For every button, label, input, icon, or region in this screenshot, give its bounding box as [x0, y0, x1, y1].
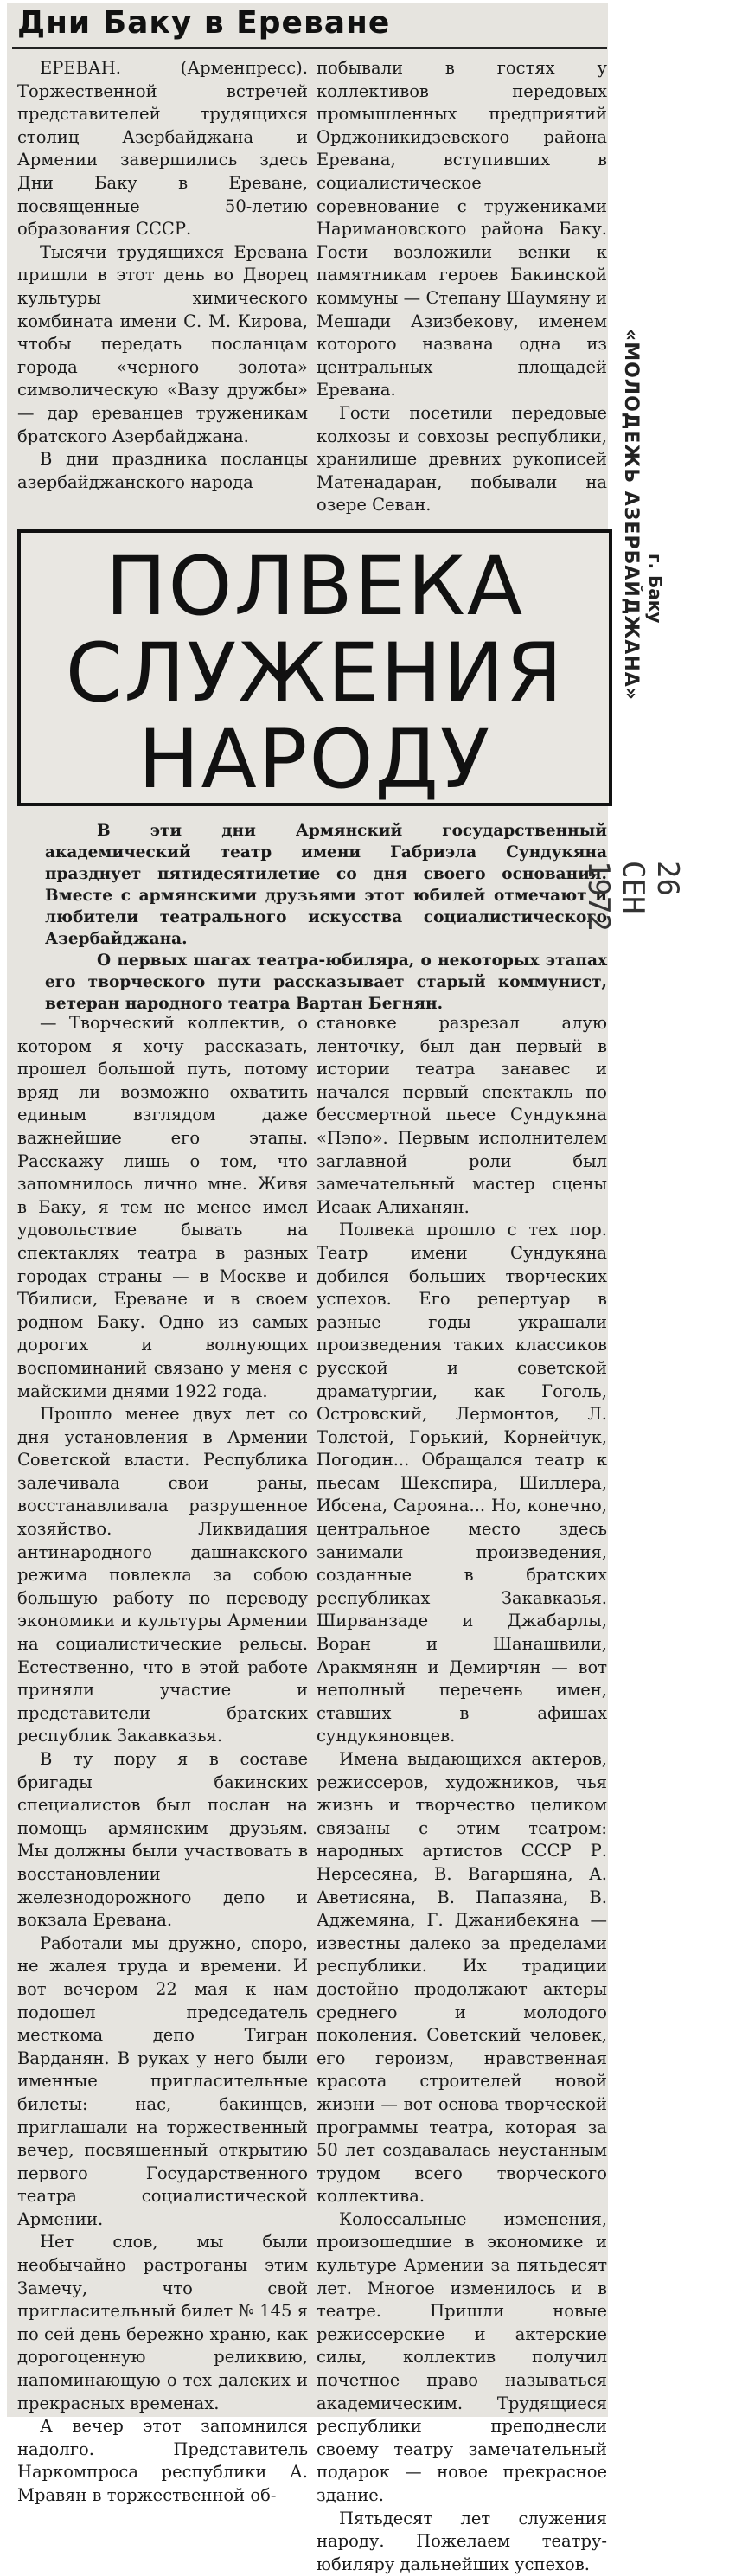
newspaper-name-note: «МОЛОДЕЖЬ АЗЕРБАЙДЖАНА» — [620, 329, 642, 701]
main-title-line: НАРОДУ — [137, 713, 492, 807]
headline-divider — [12, 47, 607, 49]
paragraph: Имена выдающихся актеров, режиссеров, художников, чья жизнь и творчество целиком связаны с этим театром: народных артистов СССР Р. Нерсесяна, В. Вагаршяна, А. Аветисяна, В. Папазяна, В. Аджемяна, Г. Джанибекяна — известны далеко за пределами республики. Их традиции достойно продолжают актеры среднего и молодого поколения. Советский человек, его героизм, нравственная красота строителей новой жизни — вот основа творческой программы театра, которая за 50 лет создавалась неустанным трудом всего творческого коллектива. — [317, 1749, 607, 2207]
main-article-right-column — [317, 1012, 607, 2576]
paragraph: А вечер этот запомнился надолго. Представитель Наркомпроса республики А. Мравян в торжественной об- — [17, 2416, 308, 2505]
paragraph: становке разрезал алую ленточку, был дан первый в истории театра занавес и начался первый спектакль по бессмертной пьесе Сундукяна «Пэпо». Первым исполнителем заглавной роли был замечательный мастер сцены Исаак Алиханян. — [317, 1013, 607, 1217]
paragraph: В ту пору я в составе бригады бакинских специалистов был послан на помощь армянским друзьям. Мы должны были участвовать в восстановлении железнодорожного депо и вокзала Еревана. — [17, 1749, 308, 1931]
paragraph: Прошло менее двух лет со дня установления в Армении Советской власти. Республика залечивала свои раны, восстанавливала разрушенное хозяйство. Ликвидация антинародного дашнакского режима повлекла за собою большую работу по переводу экономики и культуры Армении на социалистические рельсы. Естественно, что в этой работе приняли участие и представители братских республик Закавказья. — [17, 1404, 308, 1746]
paragraph: ЕРЕВАН. (Арменпресс). Торжественной встречей представителей трудящихся столиц Азербайджана и Армении завершились здесь Дни Баку в Ереване, посвященные 50-летию образования СССР. — [17, 58, 308, 240]
paragraph: Гости посетили передовые колхозы и совхозы республики, хранилище древних рукописей Матенадаран, побывали на озере Севан. — [317, 402, 607, 516]
article-intro — [45, 820, 607, 1015]
main-title-line: ПОЛВЕКА — [105, 540, 525, 634]
paragraph: Нет слов, мы были необычайно растроганы этим Замечу, что свой пригласительный билет № 145 я по сей день бережно храню, как дорогоценную реликвию, напоминающую о тех далеких и прекрасных временах. — [17, 2232, 308, 2413]
paragraph: Полвека прошло с тех пор. Театр имени Сундукяна добился больших творческих успехов. Его репертуар в разные годы украшали произведения таких классиков русской и советской драматургии, как Гоголь, Островский, Лермонтов, Л. Толстой, Горький, Корнейчук, Погодин... Обращался театр к пьесам Шекспира, Шиллера, Ибсена, Сарояна... Но, конечно, центральное место здесь занимали произведения, созданные в братских республиках Закавказья. Ширванзаде и Джабарлы, Воран и Шанашвили, Аракмянян и Демирчян — вот неполный перечень имен, ставших в афишах сундукяновцев. — [317, 1220, 607, 1746]
paragraph: Работали мы дружно, споро, не жалея труда и времени. И вот вечером 22 мая к нам подошел председатель месткома депо Тигран Варданян. В руках у него были именные пригласительные билеты: нас, бакинцев, приглашали на торжественный вечер, посвященный открытию первого Государственного театра социалистической Армении. — [17, 1932, 308, 2229]
main-title-box — [17, 529, 612, 806]
top-article-left-column — [17, 57, 308, 494]
intro-paragraph: О первых шагах театра-юбиляра, о некоторых этапах его творческого пути рассказывает старый коммунист, ветеран народного театра Вартан Бегнян. — [45, 952, 607, 1013]
headline: Дни Баку в Ереване — [17, 5, 391, 41]
main-title-line: СЛУЖЕНИЯ — [65, 626, 565, 721]
paragraph: Колоссальные изменения, произошедшие в экономике и культуре Армении за пятьдесят лет. Многое изменилось и в театре. Пришли новые режиссерские и актерские силы, коллектив получил почетное право называться академическим. Трудящиеся республики преподнесли своему театру замечательный подарок — новое прекрасное здание. — [317, 2208, 607, 2505]
paragraph: побывали в гостях у коллективов передовых промышленных предприятий Орджоникидзевского района Еревана, вступивших в социалистическое соревнование с тружениками Наримановского района Баку. Гости возложили венки к памятникам героев Бакинской коммуны — Степану Шаумяну и Мешади Азизбекову, именем которого названа одна из центральных площадей Еревана. — [317, 58, 607, 400]
intro-paragraph: В эти дни Армянский государственный академический театр имени Габриэла Сундукяна празднует пятидесятилетие со дня своего основания. Вместе с армянскими друзьями этот юбилей отмечают и любители театрального искусства социалистического Азербайджана. — [45, 822, 607, 948]
main-article-left-column — [17, 1012, 308, 2508]
city-note: г. Баку — [645, 554, 666, 624]
paragraph: — Творческий коллектив, о котором я хочу рассказать, прошел большой путь, потому вряд ли возможно охватить единым взглядом даже важнейшие его этапы. Расскажу лишь о том, что запомнилось лично мне. Живя в Баку, я тем не менее имел удовольствие бывать на спектаклях театра в разных городах страны — в Москве и Тбилиси, Ереване и в своем родном Баку. Одно из самых дорогих и волнующих воспоминаний связано у меня с майскими днями 1922 года. — [17, 1013, 308, 1401]
paragraph: В дни праздника посланцы азербайджанского народа — [17, 449, 308, 492]
date-stamp: 26 СЕН 1972 — [581, 861, 685, 932]
paragraph: Пятьдесят лет служения народу. Пожелаем театру-юбиляру дальнейших успехов. — [317, 2508, 607, 2574]
paragraph: Тысячи трудящихся Еревана пришли в этот день во Дворец культуры химического комбината имени С. М. Кирова, чтобы передать посланцам города «черного золота» символическую «Вазу дружбы» — дар ереванцев труженикам братского Азербайджана. — [17, 241, 308, 446]
top-article-right-column — [317, 57, 607, 517]
